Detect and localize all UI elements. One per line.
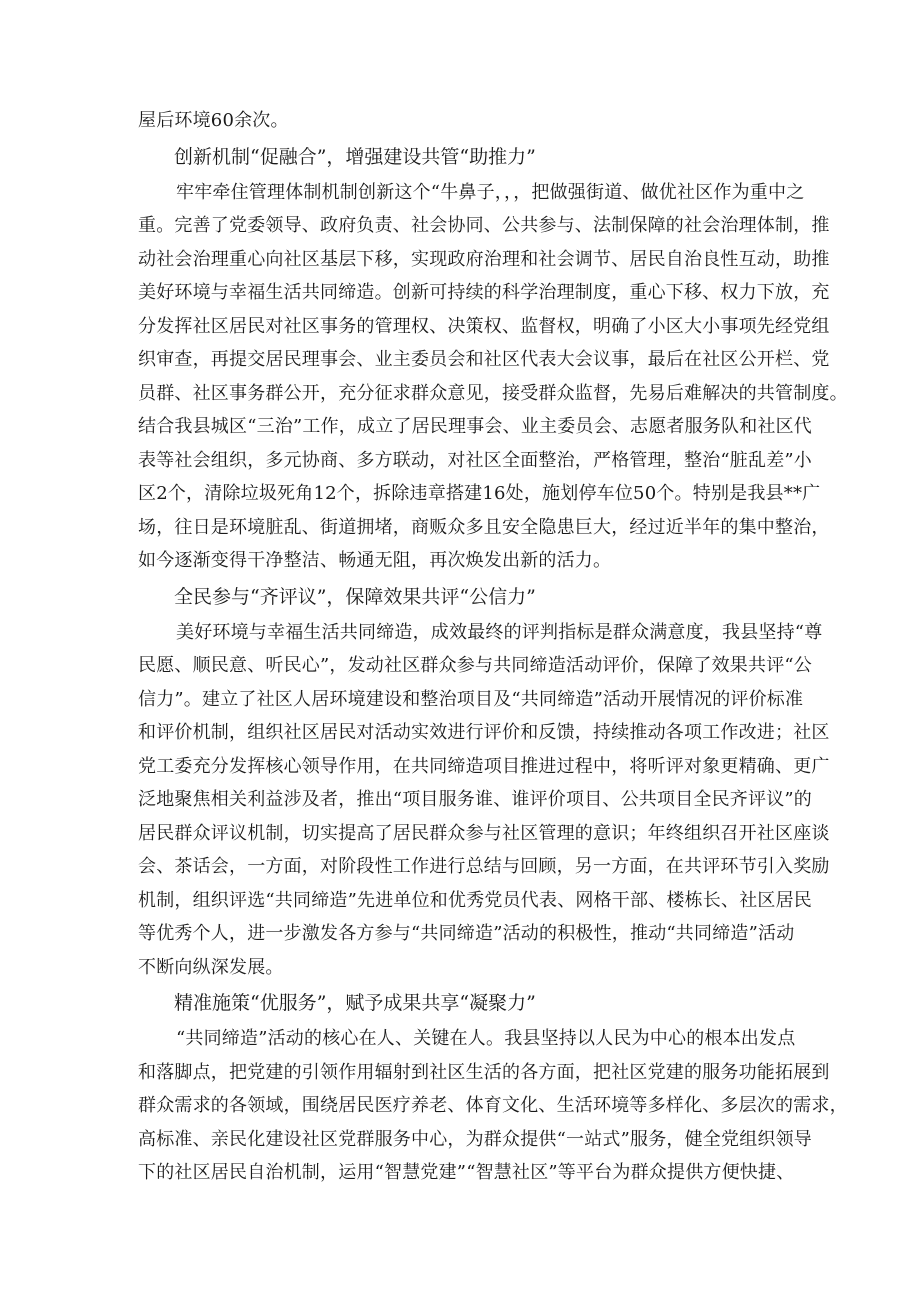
paragraph-continuation <box>138 104 796 138</box>
text-line: 等优秀个人，进一步激发各方参与“共同缔造”活动的积极性，推动“共同缔造”活动 <box>138 923 795 944</box>
text-line: 民愿、顺民意、听民心”，发动社区群众参与共同缔造活动评价，保障了效果共评“公 <box>138 655 813 676</box>
text-line: 牢牢牵住管理体制机制创新这个“牛鼻子，，，把做强街道、做优社区作为重中之 <box>176 181 805 203</box>
text-line: 重。完善了党委领导、政府负责、社会协同、公共参与、法制保障的社会治理体制，推 <box>138 215 830 236</box>
text-line: 动社会治理重心向社区基层下移，实现政府治理和社会调节、居民自治良性互动，助推 <box>138 248 830 270</box>
text-line: 党工委充分发挥核心领导作用，在共同缔造项目推进过程中，将听评对象更精确、更广 <box>138 755 830 777</box>
text-line: 结合我县城区“三治”工作，成立了居民理事会、业主委员会、志愿者服务队和社区代 <box>138 416 813 437</box>
paragraph <box>138 176 848 578</box>
text-line: 区2个，清除垃圾死角12个，拆除违章搭建16处，施划停车位50个。特别是我县**广 <box>138 483 821 504</box>
text-line: 织审查，再提交居民理事会、业主委员会和社区代表大会议事，最后在社区公开栏、党 <box>138 349 830 370</box>
text-line: “共同缔造”活动的核心在人、关键在人。我县坚持以人民为中心的根本出发点 <box>176 1028 796 1049</box>
text-line: 表等社会组织，多元协商、多方联动，对社区全面整治，严格管理，整治“脏乱差”小 <box>138 449 813 471</box>
document-page <box>138 104 848 1190</box>
text-line: 信力”。建立了社区人居环境建设和整治项目及“共同缔造”活动开展情况的评价标准 <box>138 688 804 710</box>
text-line: 美好环境与幸福生活共同缔造。创新可持续的科学治理制度，重心下移、权力下放，充 <box>138 282 830 303</box>
text-line: 机制，组织评选“共同缔造”先进单位和优秀党员代表、网格干部、楼栋长、社区居民 <box>138 889 813 911</box>
text-line: 高标准、亲民化建设社区党群服务中心，为群众提供“一站式”服务，健全党组织领导 <box>138 1128 813 1150</box>
section-heading: 全民参与“齐评议”，保障效果共评“公信力” <box>174 585 536 608</box>
text-line: 会、茶话会，一方面，对阶段性工作进行总结与回顾，另一方面，在共评环节引入奖励 <box>138 856 830 877</box>
text-line: 泛地聚焦相关利益涉及者，推出“项目服务谁、谁评价项目、公共项目全民齐评议”的 <box>138 789 813 810</box>
text-line: 分发挥社区居民对社区事务的管理权、决策权、监督权，明确了小区大小事项先经党组 <box>138 315 830 337</box>
text-line: 群众需求的各领域，围绕居民医疗养老、体育文化、生活环境等多样化、多层次的需求， <box>138 1095 848 1116</box>
text-line: 居民群众评议机制，切实提高了居民群众参与社区管理的意识；年终组织召开社区座谈 <box>138 822 830 844</box>
text-line: 和落脚点，把党建的引领作用辐射到社区生活的各方面，把社区党建的服务功能拓展到 <box>138 1061 830 1083</box>
text-line: 员群、社区事务群公开，充分征求群众意见，接受群众监督，先易后难解决的共管制度。 <box>138 382 848 404</box>
text-line: 下的社区居民自治机制，运用“智慧党建”“智慧社区”等平台为群众提供方便快捷、 <box>138 1162 795 1183</box>
text-line: 屋后环境60余次。 <box>138 110 289 131</box>
text-line: 场，往日是环境脏乱、街道拥堵，商贩众多且安全隐患巨大，经过近半年的集中整治， <box>138 516 830 538</box>
text-line: 和评价机制，组织社区居民对活动实效进行评价和反馈，持续推动各项工作改进；社区 <box>138 722 830 743</box>
text-line: 不断向纵深发展。 <box>138 956 284 978</box>
section-heading: 创新机制“促融合”，增强建设共管“助推力” <box>174 145 536 168</box>
text-line: 美好环境与幸福生活共同缔造，成效最终的评判指标是群众满意度，我县坚持“尊 <box>176 621 823 643</box>
text-line: 如今逐渐变得干净整洁、畅通无阻，再次焕发出新的活力。 <box>138 550 612 571</box>
section-heading: 精准施策“优服务”，赋予成果共享“凝聚力” <box>174 992 536 1014</box>
paragraph <box>138 1022 848 1190</box>
paragraph <box>138 616 830 985</box>
